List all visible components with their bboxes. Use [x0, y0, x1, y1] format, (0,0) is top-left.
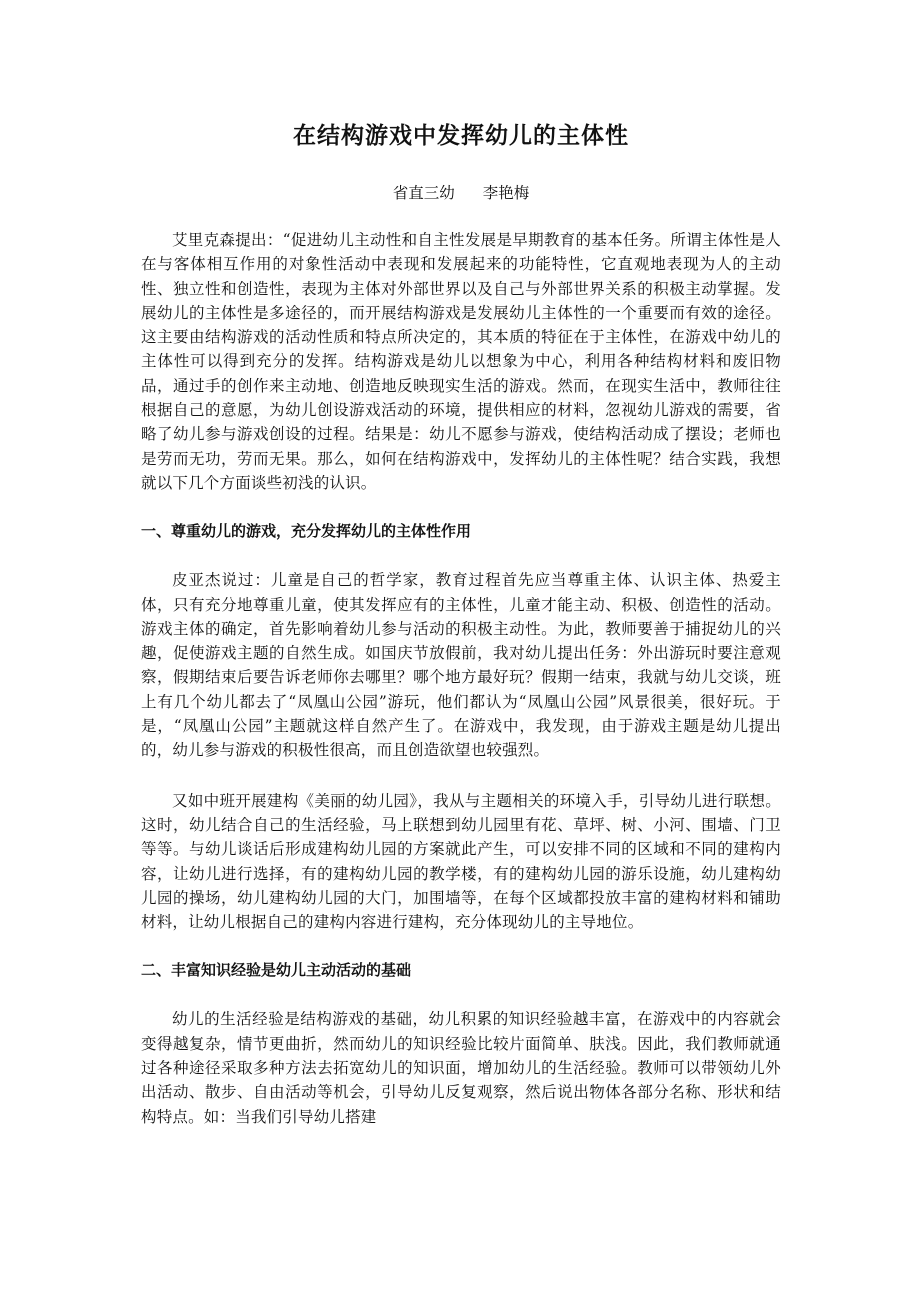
section-1-paragraph-1: 皮亚杰说过：儿童是自己的哲学家，教育过程首先应当尊重主体、认识主体、热爱主体，只有充分地尊重儿童，使其发挥应有的主体性，儿童才能主动、积极、创造性的活动。游戏主体的确定，首先影响着幼儿参与活动的积极主动性。为此，教师要善于捕捉幼儿的兴趣，促使游戏主题的自然生成。如国庆节放假前，我对幼儿提出任务：外出游玩时要注意观察，假期结束后要告诉老师你去哪里？哪个地方最好玩？假期一结束，我就与幼儿交谈，班上有几个幼儿都去了“凤凰山公园”游玩，他们都认为“凤凰山公园”风景很美，很好玩。于是，“凤凰山公园”主题就这样自然产生了。在游戏中，我发现，由于游戏主题是幼儿提出的，幼儿参与游戏的积极性很高，而且创造欲望也较强烈。: [141, 571, 781, 760]
section-2-paragraph-1: 幼儿的生活经验是结构游戏的基础，幼儿积累的知识经验越丰富，在游戏中的内容就会变得越复杂，情节更曲折，然而幼儿的知识经验比较片面简单、肤浅。因此，我们教师就通过各种途径采取多种方法去拓宽幼儿的知识面，增加幼儿的生活经验。教师可以带领幼儿外出活动、散步、自由活动等机会，引导幼儿反复观察，然后说出物体各部分名称、形状和结构特点。如：当我们引导幼儿搭建: [141, 1010, 781, 1126]
section-1-paragraph-2: 又如中班开展建构《美丽的幼儿园》，我从与主题相关的环境入手，引导幼儿进行联想。这时，幼儿结合自己的生活经验，马上联想到幼儿园里有花、草坪、树、小河、围墙、门卫等等。与幼儿谈话后形成建构幼儿园的方案就此产生，可以安排不同的区域和不同的建构内容，让幼儿进行选择，有的建构幼儿园的教学楼，有的建构幼儿园的游乐设施，幼儿建构幼儿园的操场，幼儿建构幼儿园的大门，加围墙等，在每个区域都投放丰富的建构材料和铺助材料，让幼儿根据自己的建构内容进行建构，充分体现幼儿的主导地位。: [141, 791, 781, 932]
document-body: [141, 228, 781, 1129]
intro-paragraph: 艾里克森提出：“促进幼儿主动性和自主性发展是早期教育的基本任务。所谓主体性是人在与客体相互作用的对象性活动中表现和发展起来的功能特性，它直观地表现为人的主动性、独立性和创造性，表现为主体对外部世界以及自己与外部世界关系的积极主动掌握。发展幼儿的主体性是多途径的，而开展结构游戏是发展幼儿主体性的一个重要而有效的途径。这主要由结构游戏的活动性质和特点所决定的，其本质的特征在于主体性，在游戏中幼儿的主体性可以得到充分的发挥。结构游戏是幼儿以想象为中心，利用各种结构材料和废旧物品，通过手的创作来主动地、创造地反映现实生活的游戏。然而，在现实生活中，教师往往根据自己的意愿，为幼儿创设游戏活动的环境，提供相应的材料，忽视幼儿游戏的需要，省略了幼儿参与游戏创设的过程。结果是：幼儿不愿参与游戏，使结构活动成了摆设；老师也是劳而无功，劳而无果。那么，如何在结构游戏中，发挥幼儿的主体性呢？结合实践，我想就以下几个方面谈些初浅的认识。: [141, 231, 781, 492]
author-affiliation: 省直三幼: [392, 184, 455, 202]
section-2-heading: 二、丰富知识经验是幼儿主动活动的基础: [141, 961, 412, 980]
section-1-heading: 一、尊重幼儿的游戏，充分发挥幼儿的主体性作用: [141, 522, 472, 541]
author-name: 李艳梅: [482, 184, 530, 202]
document-title: 在结构游戏中发挥幼儿的主体性: [293, 123, 629, 149]
author-byline: [141, 181, 781, 205]
